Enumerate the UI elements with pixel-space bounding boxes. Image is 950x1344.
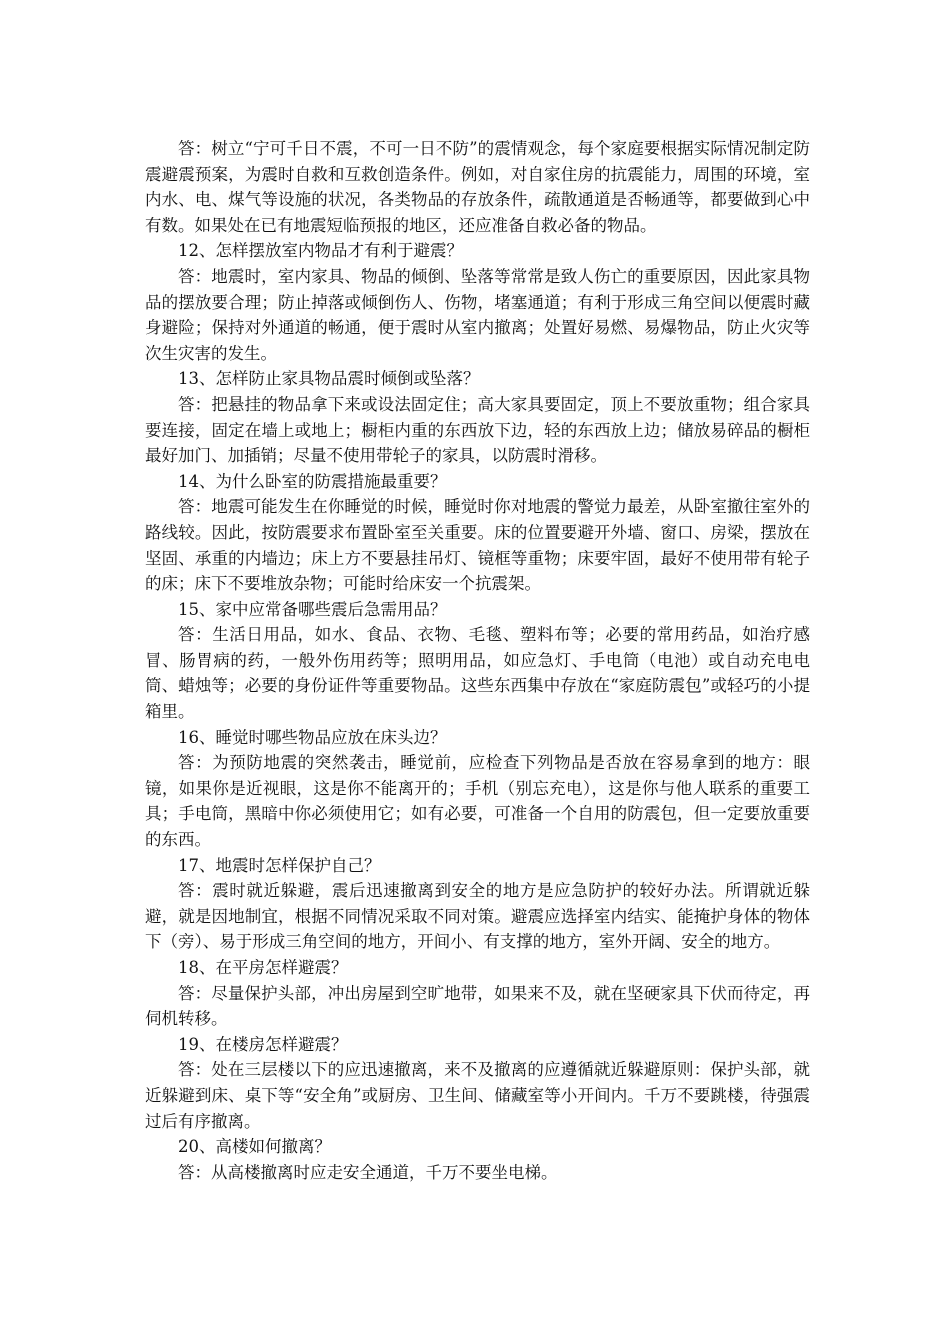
answer-paragraph: 答：地震可能发生在你睡觉的时候，睡觉时你对地震的警觉力最差，从卧室撤往室外的路线较。因此，按防震要求布置卧室至关重要。床的位置要避开外墙、窗口、房梁，摆放在坚固、承重的内墙边；床上方不要悬挂吊灯、镜框等重物；床要牢固，最好不使用带有轮子的床；床下不要堆放杂物；可能时给床安一个抗震架。 — [145, 497, 810, 594]
answer-paragraph: 答：把悬挂的物品拿下来或设法固定住；高大家具要固定，顶上不要放重物；组合家具要连接，固定在墙上或地上；橱柜内重的东西放下边，轻的东西放上边；储放易碎品的橱柜最好加门、加插销；尽量不使用带轮子的家具，以防震时滑移。 — [145, 394, 810, 466]
question-heading: 15、家中应常备哪些震后急需用品？ — [178, 599, 447, 619]
answer-paragraph: 答：从高楼撤离时应走安全通道，千万不要坐电梯。 — [178, 1162, 558, 1182]
question-heading: 20、高楼如何撤离？ — [178, 1137, 331, 1157]
answer-paragraph: 答：震时就近躲避，震后迅速撤离到安全的地方是应急防护的较好办法。所谓就近躲避，就是因地制宜，根据不同情况采取不同对策。避震应选择室内结实、能掩护身体的物体下（旁）、易于形成三角空间的地方，开间小、有支撑的地方，室外开阔、安全的地方。 — [145, 881, 810, 952]
answer-paragraph: 答：树立“宁可千日不震，不可一日不防”的震情观念，每个家庭要根据实际情况制定防震避震预案，为震时自救和互救创造条件。例如，对自家住房的抗震能力，周围的环境，室内水、电、煤气等设施的状况，各类物品的存放条件，疏散通道是否畅通等，都要做到心中有数。如果处在已有地震短临预报的地区，还应准备自救必备的物品。 — [145, 139, 810, 235]
document-page — [145, 136, 810, 1185]
question-heading: 12、怎样摆放室内物品才有利于避震？ — [178, 241, 463, 261]
question-heading: 19、在楼房怎样避震？ — [178, 1034, 348, 1054]
answer-paragraph: 答：地震时，室内家具、物品的倾倒、坠落等常常是致人伤亡的重要原因，因此家具物品的摆放要合理；防止掉落或倾倒伤人、伤物，堵塞通道；有利于形成三角空间以便震时藏身避险；保持对外通道的畅通，便于震时从室内撤离；处置好易燃、易爆物品，防止火灾等次生灾害的发生。 — [145, 266, 810, 363]
answer-paragraph: 答：为预防地震的突然袭击，睡觉前，应检查下列物品是否放在容易拿到的地方：眼镜，如果你是近视眼，这是你不能离开的；手机（别忘充电），这是你与他人联系的重要工具；手电筒，黑暗中你必须使用它；如有必要，可准备一个自用的防震包，但一定要放重要的东西。 — [145, 753, 810, 850]
question-heading: 18、在平房怎样避震？ — [178, 958, 348, 977]
question-heading: 13、怎样防止家具物品震时倾倒或坠落？ — [178, 369, 480, 389]
question-heading: 17、地震时怎样保护自己？ — [178, 855, 381, 875]
question-heading: 16、睡觉时哪些物品应放在床头边？ — [178, 727, 447, 747]
answer-paragraph: 答：处在三层楼以下的应迅速撤离，来不及撤离的应遵循就近躲避原则：保护头部，就近躲避到床、桌下等“安全角”或厨房、卫生间、储藏室等小开间内。千万不要跳楼，待强震过后有序撤离。 — [145, 1060, 810, 1131]
answer-paragraph: 答：生活日用品，如水、食品、衣物、毛毯、塑料布等；必要的常用药品，如治疗感冒、肠胃病的药，一般外伤用药等；照明用品，如应急灯、手电筒（电池）或自动充电电筒、蜡烛等；必要的身份证件等重要物品。这些东西集中存放在“家庭防震包”或轻巧的小提箱里。 — [145, 625, 810, 722]
answer-paragraph: 答：尽量保护头部，冲出房屋到空旷地带，如果来不及，就在坚硬家具下伏而待定，再伺机转移。 — [145, 983, 810, 1029]
question-heading: 14、为什么卧室的防震措施最重要？ — [178, 471, 447, 491]
